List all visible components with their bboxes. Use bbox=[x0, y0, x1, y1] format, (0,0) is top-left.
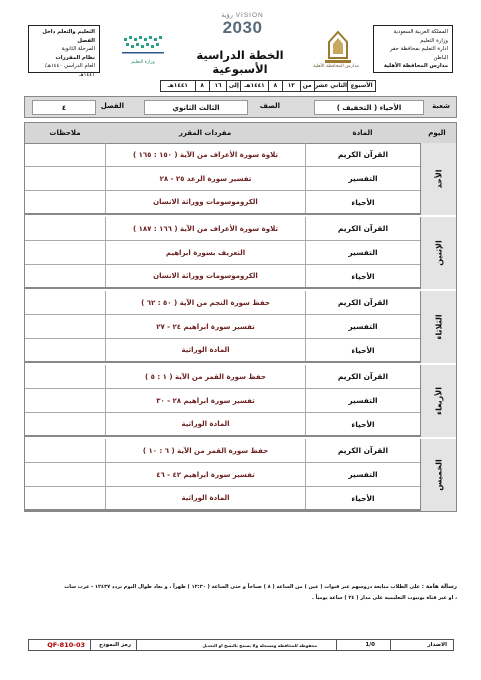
day-block bbox=[25, 291, 456, 363]
week-to-month: ٨ bbox=[195, 81, 209, 91]
day-block bbox=[25, 439, 456, 511]
ministry-of-education-logo-icon bbox=[118, 34, 168, 60]
topic-cell: تلاوة سورة الأعراف من الآية ( ١٦٦ : ١٨٧ ) bbox=[105, 217, 305, 240]
school-logo-icon bbox=[317, 28, 359, 68]
week-to-label: إلى bbox=[226, 81, 240, 91]
form-code-label: رمز النموذج bbox=[98, 642, 131, 648]
header-notes: ملاحظات bbox=[49, 129, 81, 137]
week-from-year: ١٤٤١هـ bbox=[240, 81, 268, 91]
notes-cell bbox=[25, 241, 105, 264]
class-info-row bbox=[24, 96, 457, 118]
day-name: الأربعاء bbox=[434, 387, 443, 415]
subject-cell: القرآن الكريم bbox=[305, 217, 420, 240]
topic-cell: تفسير سورة ابراهيم ٤٢ - ٤٦ bbox=[105, 463, 305, 486]
subject-cell: التفسير bbox=[305, 241, 420, 264]
subject-cell: الأحياء bbox=[305, 265, 420, 287]
message-label: رسالة هامة : bbox=[421, 584, 457, 590]
notes-cell bbox=[25, 413, 105, 435]
day-name-cell bbox=[420, 291, 456, 363]
subject-cell: الأحياء bbox=[305, 191, 420, 213]
table-row bbox=[25, 365, 420, 389]
table-row bbox=[25, 439, 420, 463]
vision-year: 2030 bbox=[222, 18, 263, 37]
weekly-schedule-table bbox=[24, 122, 457, 512]
section-label: شعبة bbox=[432, 102, 450, 110]
class-label: الفصل bbox=[100, 102, 124, 110]
day-name: الخميس bbox=[434, 459, 443, 491]
subject-cell: الأحياء bbox=[305, 413, 420, 435]
day-name-cell bbox=[420, 439, 456, 511]
notes-cell bbox=[25, 217, 105, 240]
topic-cell: المادة الوراثية bbox=[105, 487, 305, 509]
form-code: QF-810-03 bbox=[47, 641, 85, 649]
header-subject: المادة bbox=[352, 129, 373, 137]
notes-cell bbox=[25, 315, 105, 338]
topic-cell: حفظ سورة القمر من الآية ( ١ : ٥ ) bbox=[105, 365, 305, 388]
day-name: الأحد bbox=[434, 169, 443, 189]
day-name-cell bbox=[420, 217, 456, 289]
issue-label: الاصدار bbox=[427, 642, 447, 648]
table-row bbox=[25, 389, 420, 413]
notes-cell bbox=[25, 291, 105, 314]
table-row bbox=[25, 265, 420, 289]
issue-value: 1/0 bbox=[365, 642, 375, 648]
topic-cell: حفظ سورة القمر من الآية ( ٦ : ١٠ ) bbox=[105, 439, 305, 462]
grade-value: الثالث الثانوي bbox=[144, 100, 248, 115]
topic-cell: تفسير سورة ابراهيم ٢٨ - ٣٠ bbox=[105, 389, 305, 412]
week-to-day: ١٦ bbox=[209, 81, 227, 91]
day-name: الإثنين bbox=[434, 240, 443, 266]
table-row bbox=[25, 487, 420, 511]
subject-value: الأحياء ( التخفيف ) bbox=[314, 100, 424, 115]
subject-cell: القرآن الكريم bbox=[305, 143, 420, 166]
school-logo-caption: مدارس المحافظة الأهلية bbox=[313, 64, 359, 69]
notes-cell bbox=[25, 463, 105, 486]
class-value: ٤ bbox=[32, 100, 96, 115]
school-info-line: مدارس المحافظة الأهلية bbox=[383, 63, 448, 70]
message-line-2: ، او عبر قناة يوتيوب التعليمية على مدار ( ٢٤ ) ساعة يومياً . bbox=[311, 595, 457, 601]
table-row bbox=[25, 167, 420, 191]
notes-cell bbox=[25, 365, 105, 388]
table-row bbox=[25, 315, 420, 339]
notes-cell bbox=[25, 439, 105, 462]
vision-label: VISION رؤية bbox=[221, 12, 264, 19]
topic-cell: تلاوة سورة الأعراف من الآية ( ١٥٠ : ١٦٥ ) bbox=[105, 143, 305, 166]
day-name-cell bbox=[420, 143, 456, 215]
subject-cell: القرآن الكريم bbox=[305, 291, 420, 314]
subject-cell: التفسير bbox=[305, 167, 420, 190]
table-row bbox=[25, 217, 420, 241]
notes-cell bbox=[25, 143, 105, 166]
notes-cell bbox=[25, 339, 105, 361]
table-row bbox=[25, 339, 420, 363]
subject-cell: التفسير bbox=[305, 315, 420, 338]
header-day: اليوم bbox=[428, 129, 446, 137]
table-row bbox=[25, 463, 420, 487]
table-row bbox=[25, 191, 420, 215]
message-line-1: على الطلاب متابعة دروسهم عبر قنوات ( عين ) من الساعة ( ٨ ) صباحاً و حتى الساعة ( ١٢:٣٠ ) ظهراً ، و يعاد طوال اليوم تردد ١٢٤٣٧ - عرب سات bbox=[64, 584, 420, 590]
grade-label: الصف bbox=[259, 102, 280, 110]
table-row bbox=[25, 241, 420, 265]
subject-cell: القرآن الكريم bbox=[305, 439, 420, 462]
day-block bbox=[25, 365, 456, 437]
notes-cell bbox=[25, 389, 105, 412]
program-info-line: العام الدراسي ١٤٤٠هـ/١٤٤١هـ bbox=[44, 63, 95, 78]
week-from-day: ١٢ bbox=[282, 81, 300, 91]
subject-cell: التفسير bbox=[305, 463, 420, 486]
school-info-box bbox=[373, 25, 453, 73]
notes-cell bbox=[25, 191, 105, 213]
school-info-line: المملكة العربية السعودية bbox=[393, 29, 448, 35]
day-name-cell bbox=[420, 365, 456, 437]
notes-cell bbox=[25, 167, 105, 190]
week-label: الأسبوع bbox=[347, 81, 375, 91]
subject-cell: التفسير bbox=[305, 389, 420, 412]
vision-2030-logo bbox=[205, 11, 280, 45]
week-number: الثاني عشر bbox=[314, 83, 348, 89]
table-header bbox=[25, 123, 456, 144]
program-info-line: نظام المقررات bbox=[55, 54, 95, 61]
week-to-year: ١٤٤١هـ bbox=[167, 83, 188, 89]
page-title: الخطة الدراسية الأسبوعية bbox=[196, 48, 284, 76]
notes-cell bbox=[25, 265, 105, 287]
table-row bbox=[25, 143, 420, 167]
week-from-label: من bbox=[300, 81, 314, 91]
document-footer bbox=[28, 639, 454, 651]
notes-cell bbox=[25, 487, 105, 509]
program-info-box bbox=[28, 25, 100, 78]
topic-cell: الكروموسومات ووراثة الانسان bbox=[105, 265, 305, 287]
header-topics: مفردات المقرر bbox=[178, 129, 232, 137]
program-info-line: المرحلة الثانوية bbox=[61, 46, 95, 53]
ministry-logo-caption: وزارة التعليم bbox=[131, 60, 155, 65]
subject-cell: الأحياء bbox=[305, 487, 420, 509]
subject-cell: الأحياء bbox=[305, 339, 420, 361]
topic-cell: الكروموسومات ووراثة الانسان bbox=[105, 191, 305, 213]
important-message bbox=[24, 582, 457, 604]
week-from-month: ٨ bbox=[268, 81, 282, 91]
school-info-line: ادارة التعليم بمحافظة حفر الباطن bbox=[390, 46, 448, 61]
subject-cell: القرآن الكريم bbox=[305, 365, 420, 388]
school-info-line: وزارة التعليم bbox=[420, 37, 448, 44]
day-block bbox=[25, 217, 456, 289]
program-info-line: التعليم والتعلم داخل الفصل bbox=[42, 29, 95, 44]
topic-cell: المادة الوراثية bbox=[105, 339, 305, 361]
topic-cell: التعريف بسورة ابراهيم bbox=[105, 241, 305, 264]
topic-cell: المادة الوراثية bbox=[105, 413, 305, 435]
copyright-note: محفوظة للمحافظة ومسجلة ولا يسمح بالنسخ او التعديل bbox=[202, 643, 317, 648]
topic-cell: تفسير سورة الرعد ٢٥ - ٢٨ bbox=[105, 167, 305, 190]
day-name: الثلاثاء bbox=[434, 314, 443, 340]
table-row bbox=[25, 291, 420, 315]
topic-cell: حفظ سورة النجم من الآية ( ٥٠ : ٦٢ ) bbox=[105, 291, 305, 314]
week-range-row bbox=[160, 80, 376, 92]
table-row bbox=[25, 413, 420, 437]
topic-cell: تفسير سورة ابراهيم ٢٤ - ٢٧ bbox=[105, 315, 305, 338]
day-block bbox=[25, 143, 456, 215]
